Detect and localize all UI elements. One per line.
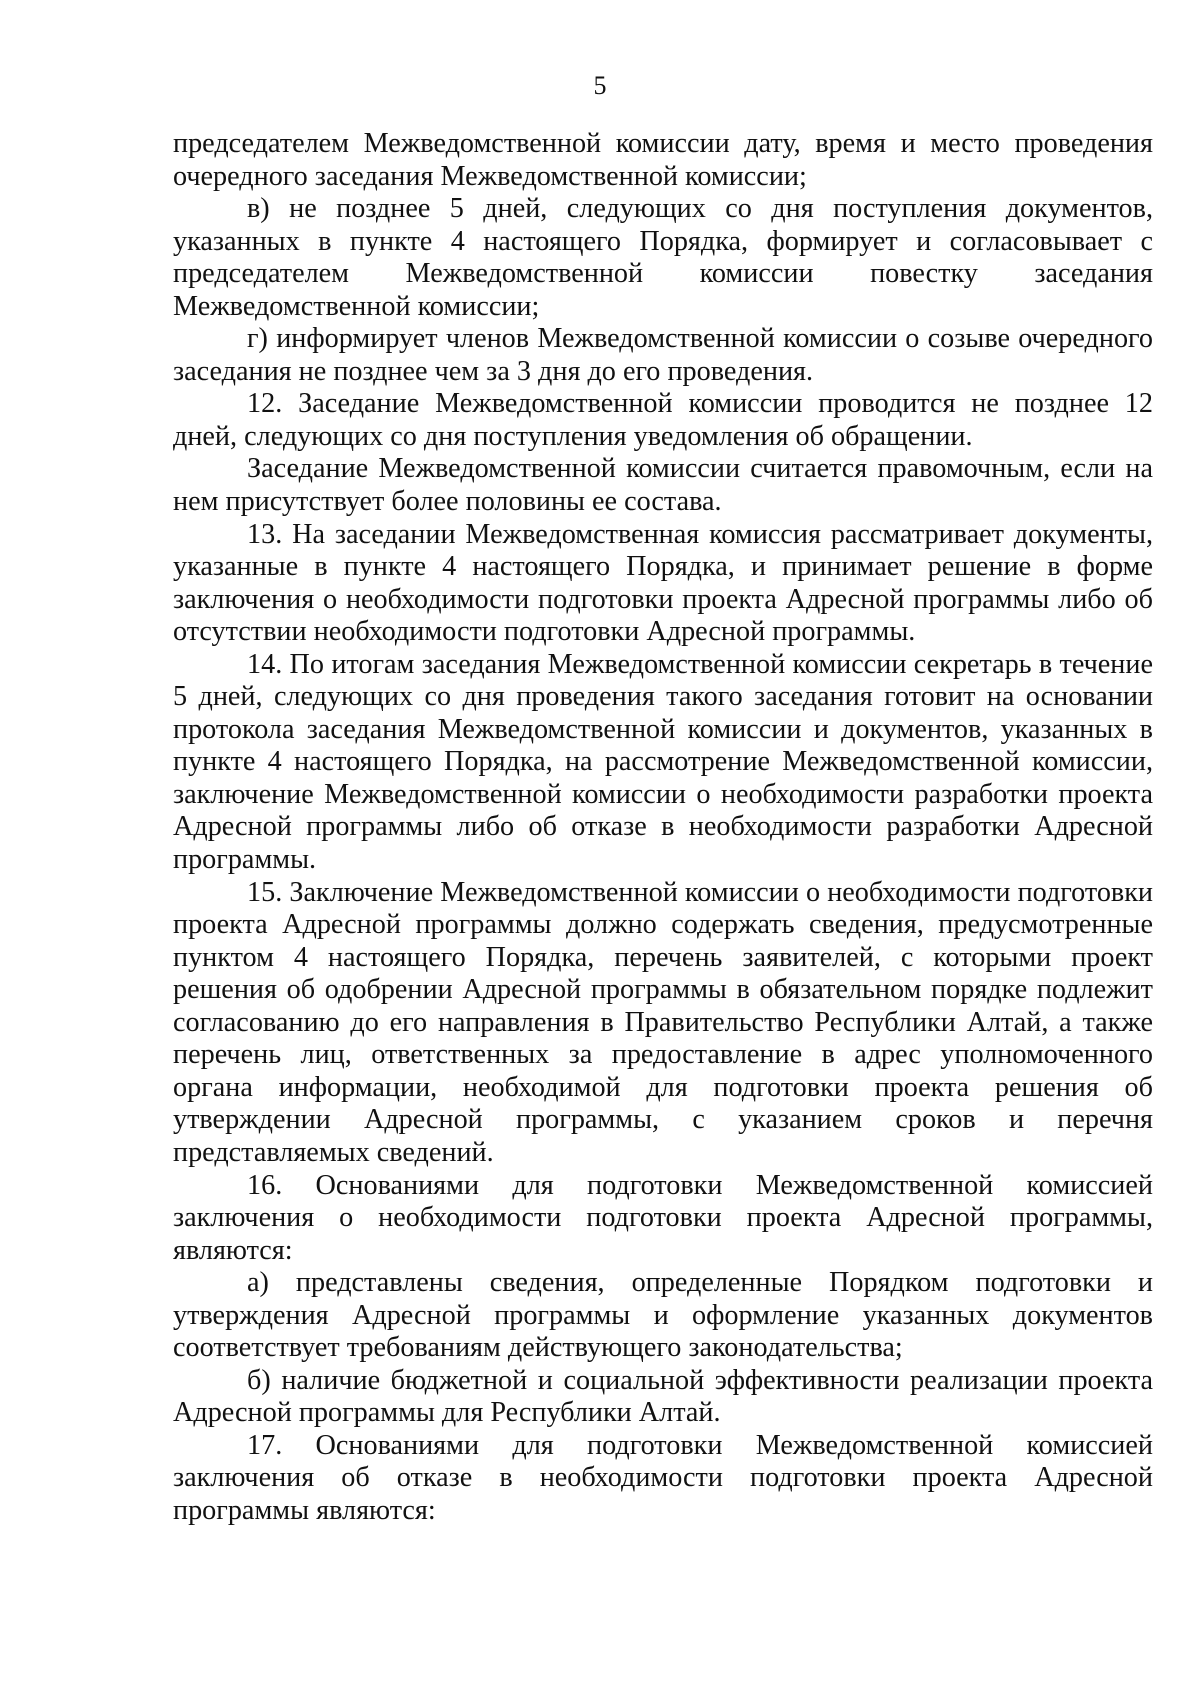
paragraph-15: 15. Заключение Межведомственной комиссии о необходимости подготовки проекта Адресной программы должно содержать сведения, предусмотренные пунктом 4 настоящего Порядка, перечень заявителей, с которыми проект решения об одобрении Адресной программы в обязательном порядке подлежит согласованию до его направления в Правительство Республики Алтай, а также перечень лиц, ответственных за предоставление в адрес уполномоченного органа информации, необходимой для подготовки проекта решения об утверждении Адресной программы, с указанием сроков и перечня представляемых сведений. bbox=[173, 876, 1153, 1168]
paragraph-16-item-a: а) представлены сведения, определенные Порядком подготовки и утверждения Адресной программы и оформление указанных документов соответствует требованиям действующего законодательства; bbox=[173, 1267, 1153, 1364]
paragraph-item-v: в) не позднее 5 дней, следующих со дня поступления документов, указанных в пункте 4 настоящего Порядка, формирует и согласовывает с председателем Межведомственной комиссии повестку заседания Межведомственной комиссии; bbox=[173, 193, 1153, 322]
page-number: 5 bbox=[593, 71, 607, 100]
paragraph-13: 13. На заседании Межведомственная комиссия рассматривает документы, указанные в пункте 4 настоящего Порядка, и принимает решение в форме заключения о необходимости подготовки проекта Адресной программы либо об отсутствии необходимости подготовки Адресной программы. bbox=[173, 518, 1153, 648]
paragraph-17: 17. Основаниями для подготовки Межведомственной комиссией заключения об отказе в необходимости подготовки проекта Адресной программы являются: bbox=[173, 1429, 1153, 1526]
paragraph-12-quorum: Заседание Межведомственной комиссии считается правомочным, если на нем присутствует более половины ее состава. bbox=[173, 453, 1153, 518]
paragraph-14: 14. По итогам заседания Межведомственной комиссии секретарь в течение 5 дней, следующих со дня проведения такого заседания готовит на основании протокола заседания Межведомственной комиссии и документов, указанных в пункте 4 настоящего Порядка, на рассмотрение Межведомственной комиссии, заключение Межведомственной комиссии о необходимости разработки проекта Адресной программы либо об отказе в необходимости разработки Адресной программы. bbox=[173, 648, 1153, 876]
paragraph-16-item-b: б) наличие бюджетной и социальной эффективности реализации проекта Адресной программы для Республики Алтай. bbox=[173, 1364, 1153, 1429]
paragraph-16: 16. Основаниями для подготовки Межведомственной комиссией заключения о необходимости подготовки проекта Адресной программы, являются: bbox=[173, 1169, 1153, 1266]
paragraph-item-g: г) информирует членов Межведомственной комиссии о созыве очередного заседания не позднее чем за 3 дня до его проведения. bbox=[173, 323, 1153, 387]
paragraph-continuation: председателем Межведомственной комиссии дату, время и место проведения очередного заседания Межведомственной комиссии; bbox=[173, 128, 1153, 192]
document-body bbox=[173, 128, 1153, 1528]
paragraph-12: 12. Заседание Межведомственной комиссии проводится не позднее 12 дней, следующих со дня поступления уведомления об обращении. bbox=[173, 388, 1153, 452]
